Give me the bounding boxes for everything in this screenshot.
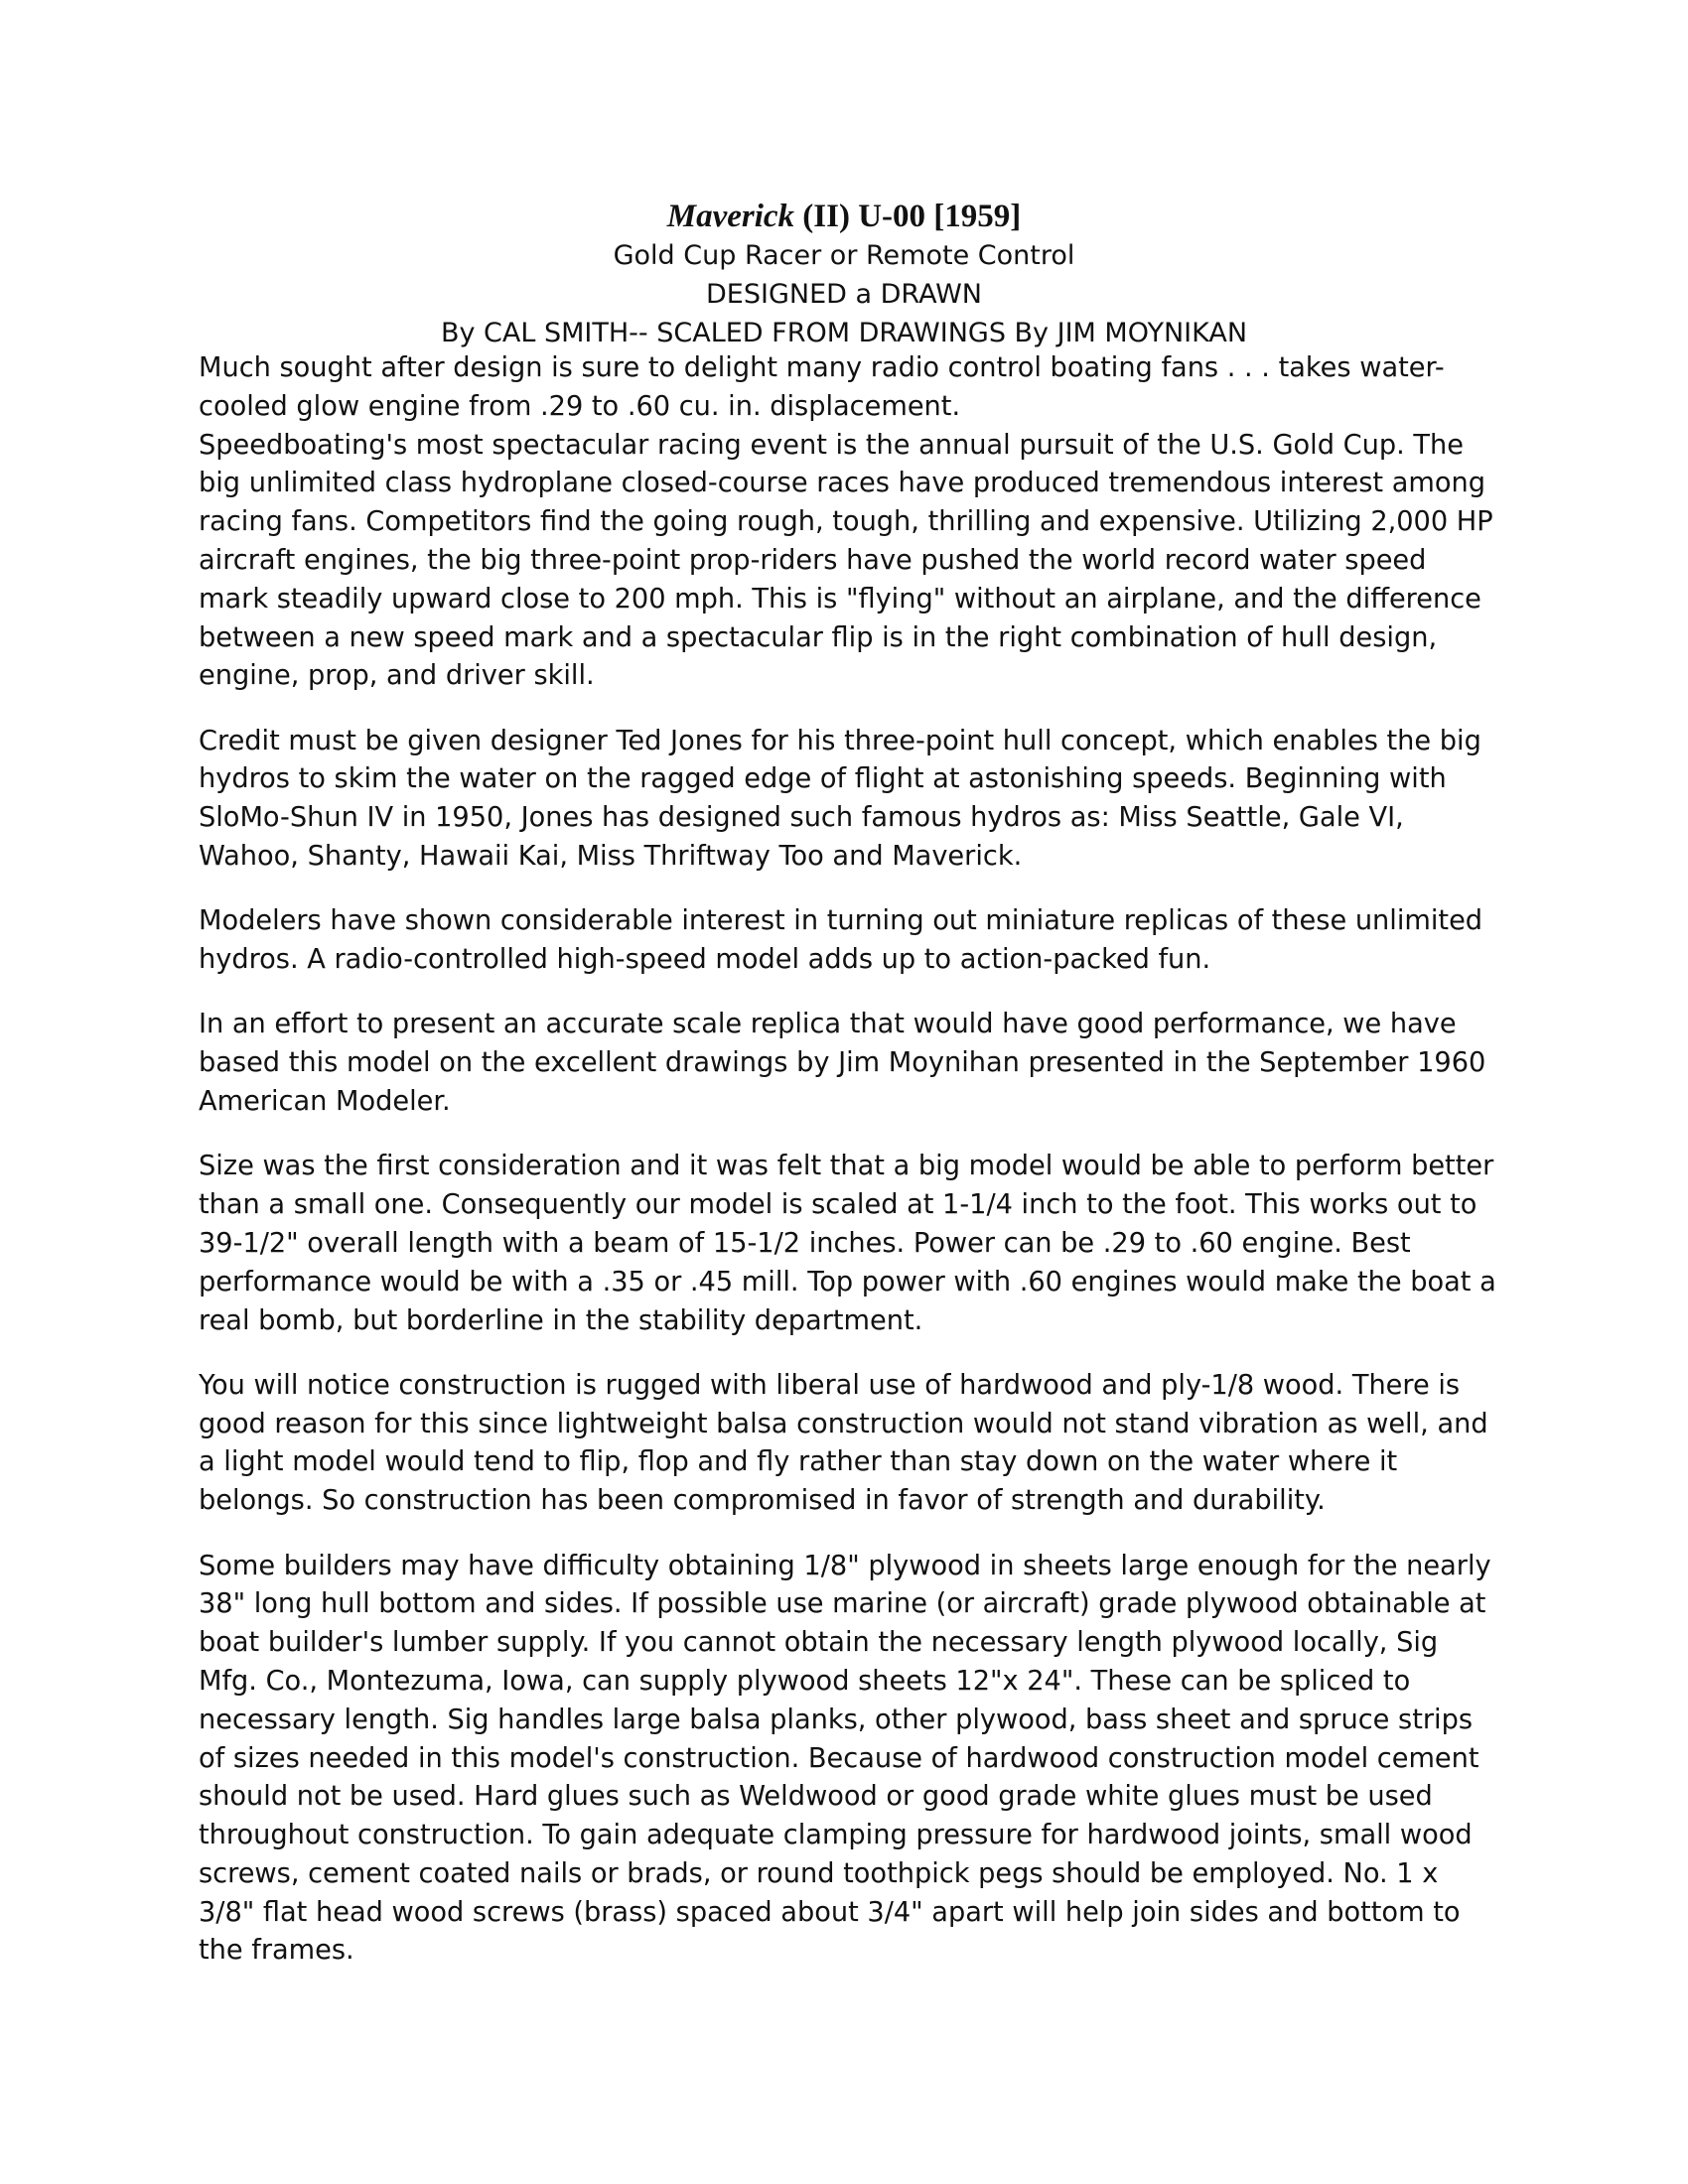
document-header [0, 197, 1688, 352]
title-boat-name: Maverick [666, 199, 795, 234]
designed-line: DESIGNED a DRAWN [706, 279, 982, 310]
byline: By CAL SMITH-- SCALED FROM DRAWINGS By JIM MOYNIKAN [440, 318, 1248, 348]
paragraph-construction: You will notice construction is rugged with liberal use of hardwood and ply-1/8 wood. There is good reason for this since lightweight balsa construction would not stand vibration as well, and a light model would tend to flip, flop and fly rather than stay down on the water where it belongs. So construction has been compromised in favor of strength and durability. [199, 1369, 1488, 1517]
document-subtitle: Gold Cup Racer or Remote Control [613, 240, 1075, 271]
paragraph-intro: Much sought after design is sure to delight many radio control boating fans . . . takes water-cooled glow engine from .29 to .60 cu. in. displacement. [199, 352, 1445, 422]
article-body [199, 349, 1501, 1997]
paragraph-ted-jones: Credit must be given designer Ted Jones for his three-point hull concept, which enables the big hydros to skim the water on the ragged edge of flight at astonishing speeds. Beginning with SloMo-Shun IV in 1950, Jones has designed such famous hydros as: Miss Seattle, Gale VI, Wahoo, Shanty, Hawaii Kai, Miss Thriftway Too and Maverick. [199, 725, 1481, 873]
paragraph-plywood: Some builders may have difficulty obtaining 1/8" plywood in sheets large enough for the nearly 38" long hull bottom and sides. If possible use marine (or aircraft) grade plywood obtainable at boat builder's lumber supply. If you cannot obtain the necessary length plywood locally, Sig Mfg. Co., Montezuma, Iowa, can supply plywood sheets 12"x 24". These can be spliced to necessary length. Sig handles large balsa planks, other plywood, bass sheet and spruce strips of sizes needed in this model's construction. Because of hardwood construction model cement should not be used. Hard glues such as Weldwood or good grade white glues must be used throughout construction. To gain adequate clamping pressure for hardwood joints, small wood screws, cement coated nails or brads, or round toothpick pegs should be employed. No. 1 x 3/8" flat head wood screws (brass) spaced about 3/4" apart will help join sides and bottom to the frames. [199, 1550, 1491, 1967]
paragraph-scale-replica: In an effort to present an accurate scale replica that would have good performance, we have based this model on the excellent drawings by Jim Moynihan presented in the September 1960 American Modeler. [199, 1009, 1486, 1118]
document-title [0, 197, 1688, 236]
paragraph-modelers: Modelers have shown considerable interest in turning out miniature replicas of these unlimited hydros. A radio-controlled high-speed model adds up to action-packed fun. [199, 905, 1483, 976]
title-designation: (II) U-00 [1959] [794, 199, 1022, 234]
paragraph-size: Size was the first consideration and it was felt that a big model would be able to perform better than a small one. Consequently our model is scaled at 1-1/4 inch to the foot. This works out to 39-1/2" overall length with a beam of 15-1/2 inches. Power can be .29 to .60 engine. Best performance would be with a .35 or .45 mill. Top power with .60 engines would make the boat a real bomb, but borderline in the stability department. [199, 1151, 1496, 1336]
paragraph-gold-cup: Speedboating's most spectacular racing event is the annual pursuit of the U.S. Gold Cup. The big unlimited class hydroplane closed-course races have produced tremendous interest among racing fans. Competitors find the going rough, tough, thrilling and expensive. Utilizing 2,000 HP aircraft engines, the big three-point prop-riders have pushed the world record water speed mark steadily upward close to 200 mph. This is "flying" without an airplane, and the difference between a new speed mark and a spectacular flip is in the right combination of hull design, engine, prop, and driver skill. [199, 429, 1493, 692]
